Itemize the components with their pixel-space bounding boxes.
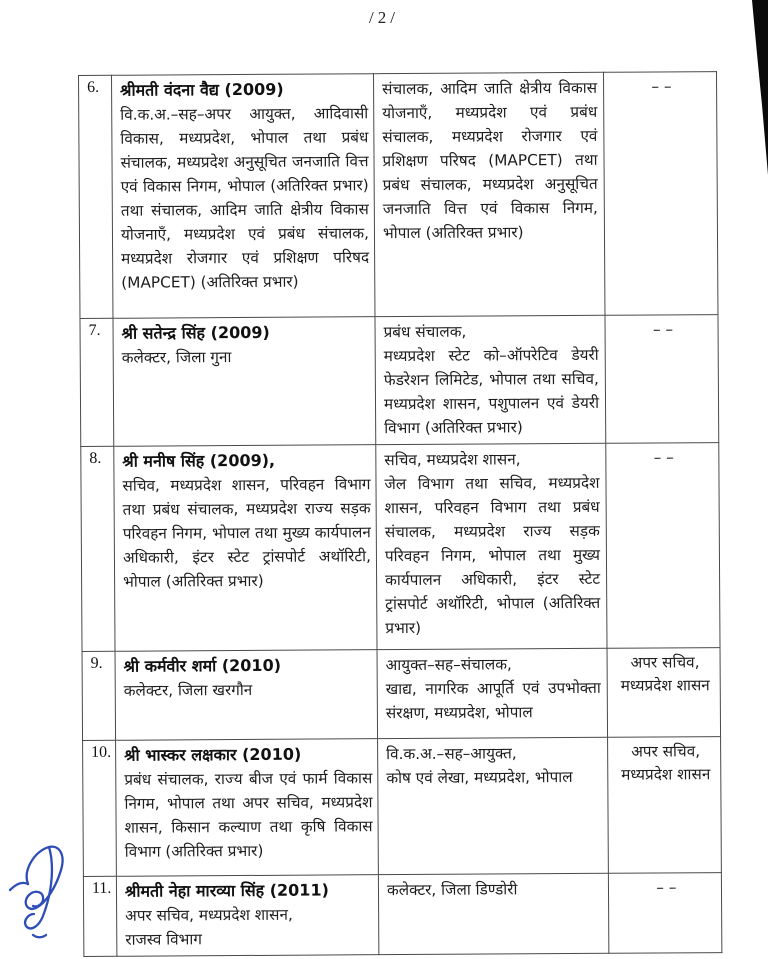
officer-name: श्री भास्कर लक्षकार (2010): [124, 744, 302, 765]
remark-cell: [605, 315, 719, 444]
new-posting-cell: [375, 315, 606, 444]
table-row: [79, 72, 718, 319]
officer-current-posting: प्रबंध संचालक, राज्य बीज एवं फार्म विकास निगम, भोपाल तथा अपर सचिव, मध्यप्रदेश शासन, किसान कल्याण तथा कृषि विकास विभाग (अतिरिक्त प्रभार): [124, 769, 373, 861]
officer-name: श्री कर्मवीर शर्मा (2010): [123, 655, 282, 676]
officer-cell: [116, 875, 378, 957]
page-number: /2/: [369, 8, 399, 27]
row-serial: 11.: [83, 876, 116, 956]
document-table-container: [78, 71, 722, 957]
remark-text: – –: [656, 878, 677, 897]
new-posting-cell: [378, 737, 609, 874]
officer-name: श्रीमती वंदना वैद्य (2009): [120, 79, 284, 100]
officer-name: श्री मनीष सिंह (2009),: [122, 450, 276, 471]
officer-current-posting: कलेक्टर, जिला गुना: [121, 348, 232, 367]
new-posting-text: आयुक्त–सह–संचालक, खाद्य, नागरिक आपूर्ति एवं उपभोक्ता संरक्षण, मध्यप्रदेश, भोपाल: [385, 655, 601, 723]
officer-cell: [113, 317, 376, 447]
row-serial: 6.: [79, 75, 113, 318]
officer-cell: [114, 445, 377, 652]
signature-ink-mark: [5, 840, 77, 944]
table-row: [80, 315, 719, 447]
officer-cell: [115, 650, 378, 741]
row-serial: 9.: [82, 651, 116, 740]
officer-name: श्रीमती नेहा मारव्या सिंह (2011): [124, 880, 329, 901]
officer-current-posting: अपर सचिव, मध्यप्रदेश शासन, राजस्व विभाग: [125, 905, 293, 949]
remark-cell: [608, 737, 722, 874]
officer-cell: [116, 739, 379, 877]
row-serial: 8.: [81, 446, 115, 651]
remark-text: – –: [651, 77, 672, 96]
new-posting-text: संचालक, आदिम जाति क्षेत्रीय विकास योजनाएँ, मध्यप्रदेश एवं प्रबंध संचालक, मध्यप्रदेश रोजगार एवं प्रशिक्षण परिषद (MAPCET) तथा प्रबंध संचालक, मध्यप्रदेश अनुसूचित जनजाति वित्त एवं विकास निगम, भोपाल (अतिरिक्त प्रभार): [382, 78, 598, 243]
remark-text: – –: [653, 448, 674, 467]
row-serial: 10.: [83, 740, 117, 876]
new-posting-cell: [376, 443, 607, 649]
new-posting-text: वि.क.अ.–सह–आयुक्त, कोष एवं लेखा, मध्यप्रदेश, भोपाल: [386, 744, 573, 788]
remark-text: – –: [652, 320, 674, 339]
row-serial: 7.: [80, 318, 114, 446]
new-posting-cell: [378, 873, 608, 954]
new-posting-text: कलेक्टर, जिला डिण्डोरी: [386, 880, 518, 900]
remark-cell: [603, 72, 717, 316]
table-row: [83, 737, 722, 877]
officer-name: श्री सतेन्द्र सिंह (2009): [121, 322, 270, 343]
new-posting-text: प्रबंध संचालक, मध्यप्रदेश स्टेट को–ऑपरेटिव डेयरी फेडरेशन लिमिटेड, भोपाल तथा सचिव, मध्यप्रदेश शासन, पशुपालन एवं डेयरी विभाग (अतिरिक्त प्रभार): [383, 322, 600, 438]
remark-cell: [607, 648, 721, 738]
officer-current-posting: कलेक्टर, जिला खरगौन: [123, 680, 253, 700]
transfer-order-table: [78, 71, 722, 957]
remark-cell: [606, 443, 720, 649]
new-posting-cell: [373, 72, 604, 316]
remark-text: अपर सचिव, मध्यप्रदेश शासन: [621, 742, 711, 784]
new-posting-text: सचिव, मध्यप्रदेश शासन, जेल विभाग तथा सचिव, मध्यप्रदेश शासन, परिवहन विभाग तथा प्रबंध संचालक, मध्यप्रदेश राज्य सड़क परिवहन निगम, भोपाल तथा मुख्य कार्यपालन अधिकारी, इंटर स्टेट ट्रांसपोर्ट अथॉरिटी, भोपाल (अतिरिक्त प्रभार): [384, 450, 601, 638]
table-row: [83, 873, 721, 957]
remark-text: अपर सचिव, मध्यप्रदेश शासन: [620, 653, 710, 695]
table-row: [82, 648, 721, 741]
officer-cell: [112, 74, 375, 319]
table-row: [81, 443, 720, 652]
new-posting-cell: [377, 648, 608, 738]
officer-current-posting: वि.क.अ.–सह–अपर आयुक्त, आदिवासी विकास, मध्यप्रदेश, भोपाल तथा प्रबंध संचालक, मध्यप्रदेश अनुसूचित जनजाति वित्त एवं विकास निगम, भोपाल (अतिरिक्त प्रभार) तथा संचालक, आदिम जाति क्षेत्रीय विकास योजनाएँ, मध्यप्रदेश एवं प्रबंध संचालक, मध्यप्रदेश रोजगार एवं प्रशिक्षण परिषद (MAPCET) (अतिरिक्त प्रभार): [120, 104, 370, 292]
officer-current-posting: सचिव, मध्यप्रदेश शासन, परिवहन विभाग तथा प्रबंध संचालक, मध्यप्रदेश राज्य सड़क परिवहन निगम, भोपाल तथा मुख्य कार्यपालन अधिकारी, इंटर स्टेट ट्रांसपोर्ट अथॉरिटी, भोपाल (अतिरिक्त प्रभार): [122, 475, 372, 591]
remark-cell: [608, 873, 721, 954]
